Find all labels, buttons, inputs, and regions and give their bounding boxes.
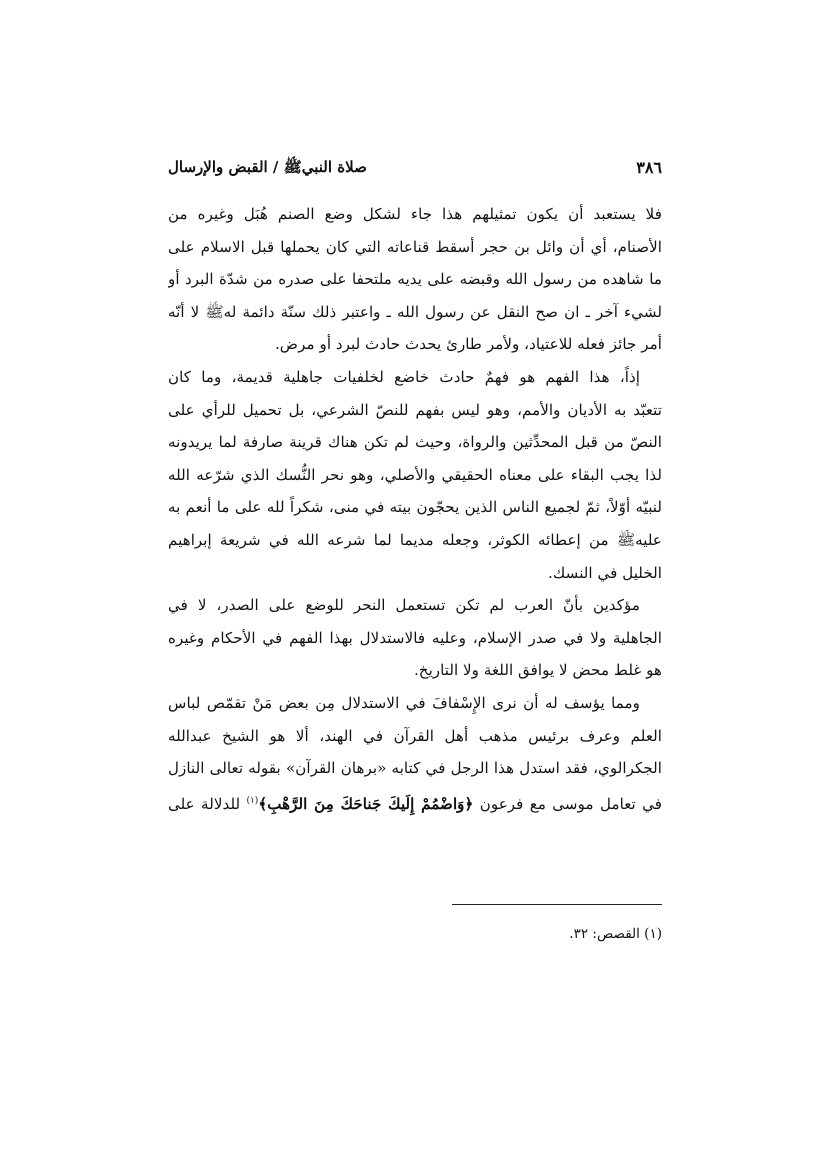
text-line: النصّ من قبل المحدِّثين والرواة، وحيث لم تكن هناك قرينة صارفة لما يريدونه — [168, 433, 662, 452]
footnote-divider — [452, 904, 662, 905]
running-title: صلاة النبيﷺ / القبض والإرسال — [168, 158, 367, 176]
text-line-with-ayah — [168, 785, 662, 818]
page-number: ٣٨٦ — [636, 158, 662, 177]
text-line: ما شاهده من رسول الله وقبضه على يديه ملتحفا على صدره من شدّة البرد أو — [168, 270, 662, 289]
text-line: الخليل في النسك. — [548, 563, 662, 582]
text-line: مؤكدين بأنّ العرب لم تكن تستعمل النحر للوضع على الصدر، لا في — [168, 596, 640, 615]
text-line: تتعبّد به الأديان والأمم، وهو ليس بفهم للنصّ الشرعي، بل تحميل للرأي على — [168, 400, 662, 419]
text-line: عليهﷺ من إعطائه الكوثر، وجعله مديما لما شرعه الله في شريعة إبراهيم — [168, 530, 662, 549]
quran-verse: ﴿وَاضْمُمْ إِلَيكَ جَناحَكَ مِنَ الرَّهْبِ﴾ — [258, 794, 474, 813]
ayah-trail-text: للدلالة على — [168, 794, 241, 813]
page-header — [168, 158, 662, 184]
text-line: الجاهلية ولا في صدر الإسلام، وعليه فالاستدلال بهذا الفهم في الأحكام وغيره — [168, 628, 662, 647]
text-line: إذاً، هذا الفهم هو فهمٌ حادث خاضع لخلفيات جاهلية قديمة، وما كان — [168, 367, 640, 386]
text-line: ومما يؤسف له أن نرى الإِسْفافَ في الاستدلال مِن بعض مَنْ تقمّص لباس — [168, 693, 640, 712]
text-line: فلا يستعبد أن يكون تمثيلهم هذا جاء لشكل وضع الصنم هُبَل وغيره من — [168, 205, 662, 223]
footnote: (١) القصص: ٣٢. — [569, 926, 662, 942]
text-line: الجكرالوي، فقد استدل هذا الرجل في كتابه «برهان القرآن» بقوله تعالى النازل — [168, 759, 662, 778]
ayah-lead-text: في تعامل موسى مع فرعون — [479, 794, 662, 813]
text-line: لذا يجب البقاء على معناه الحقيقي والأصلي، وهو نحر النُّسك الذي شرّعه الله — [168, 465, 662, 484]
text-line: لشيء آخر ـ ان صح النقل عن رسول الله ـ واعتبر ذلك سنّة دائمة لهﷺ لا أنّه — [168, 302, 662, 321]
text-line: لنبيّه أوّلاً، ثمّ لجميع الناس الذين يحجّون بيته في منى، شكراً لله على ما أنعم به — [168, 498, 662, 517]
text-line: الأصنام، أي أن وائل بن حجر أسقط قناعاته التي كان يحملها قبل الاسلام على — [168, 237, 662, 256]
text-line: العلم وعرف برئيس مذهب أهل القرآن في الهند، ألا هو الشيخ عبدالله — [168, 726, 662, 745]
body-text — [168, 198, 662, 817]
text-line: هو غلط محض لا يوافق اللغة ولا التاريخ. — [413, 661, 662, 680]
footnote-marker[interactable]: (١) — [246, 795, 259, 806]
text-line: أمر جائز فعله للاعتياد، ولأمر طارئ يحدث حادث لبرد أو مرض. — [274, 335, 662, 354]
